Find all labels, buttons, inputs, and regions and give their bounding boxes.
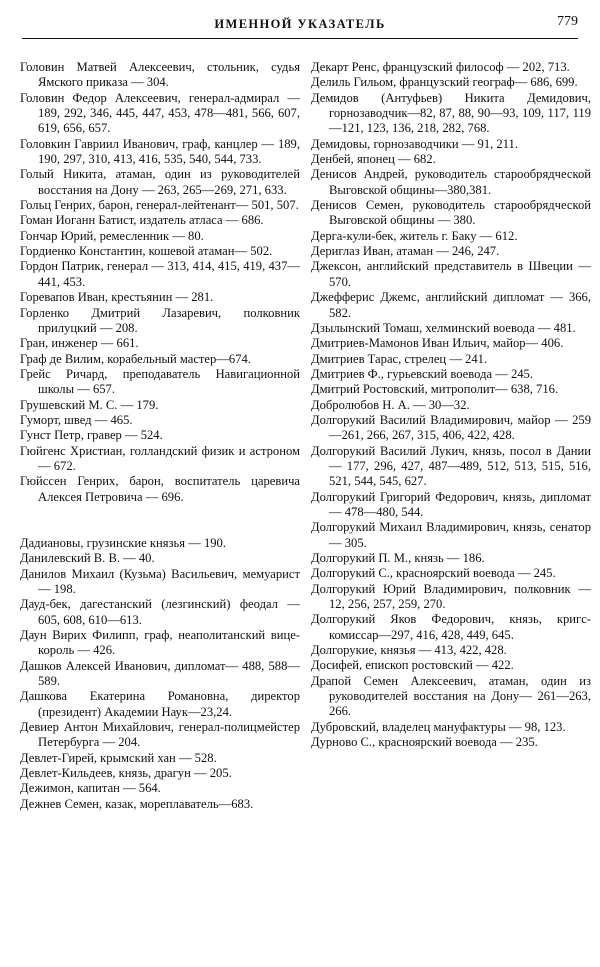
index-entry: Гоман Иоганн Батист, издатель атласа — 686. — [20, 213, 264, 228]
index-entry: Дауд-бек, дагестанский (лезгинский) феодал — 605, 608, 610—613. — [20, 597, 300, 627]
index-entry: Денисов Андрей, руководитель старообрядческой Выговской общины—380,381. — [311, 167, 591, 197]
index-entry: Долгорукий Яков Федорович, князь, кригс-комиссар—297, 416, 428, 449, 645. — [311, 612, 591, 642]
index-entry: Дежнев Семен, казак, мореплаватель—683. — [20, 796, 254, 811]
header-rule — [22, 38, 578, 39]
index-entry: Дмитриев Ф., гурьевский воевода — 245. — [311, 366, 533, 381]
index-entry: Долгорукий Юрий Владимирович, полковник — 12, 256, 257, 259, 270. — [311, 581, 591, 612]
index-entry: Декарт Ренс, французский философ — 202, 713. — [311, 60, 570, 74]
index-entry: Демидов (Антуфьев) Никита Демидович, горнозаводчик—82, 87, 88, 90—93, 109, 117, 119—121, 123, 136, 218, 282, 768. — [311, 90, 591, 136]
index-entry: Делиль Гильом, французский географ— 686, 699. — [311, 75, 578, 90]
index-entry: Гуморт, швед — 465. — [20, 412, 133, 427]
index-entry: Дмитриев Тарас, стрелец — 241. — [311, 351, 488, 366]
index-entry: Девиер Антон Михайлович, генерал-полицмейстер Петербурга — 204. — [20, 720, 300, 750]
letter-group-gap — [20, 505, 300, 536]
index-entry: Девлет-Гирей, крымский хан — 528. — [20, 750, 217, 765]
index-entry: Граф де Вилим, корабельный мастер—674. — [20, 351, 251, 366]
index-entry: Гончар Юрий, ремесленник — 80. — [20, 228, 204, 243]
index-entry: Денисов Семен, руководитель старообрядческой Выговской общины — 380. — [311, 198, 591, 228]
page-header — [22, 14, 578, 38]
page-number: 779 — [557, 14, 578, 29]
index-entry: Голый Никита, атаман, один из руководителей восстания на Дону — 263, 265—269, 271, 633. — [20, 167, 300, 197]
index-entry: Джефферис Джемс, английский дипломат — 366, 582. — [311, 290, 591, 320]
index-entry: Данилов Михаил (Кузьма) Васильевич, мемуарист — 198. — [20, 566, 300, 596]
index-entry: Долгорукий Василий Владимирович, майор — 259—261, 266, 267, 315, 406, 422, 428. — [311, 412, 591, 443]
index-entry: Грушевский М. С. — 179. — [20, 397, 159, 412]
index-entry: Головин Федор Алексеевич, генерал-адмирал — 189, 292, 346, 445, 447, 453, 478—481, 566, 607, 619, 656, 657. — [20, 90, 300, 136]
index-entry: Джексон, английский представитель в Швеции — 570. — [311, 259, 591, 289]
index-entry: Дурново С., красноярский воевода — 235. — [311, 735, 538, 750]
index-entry: Долгорукий П. М., князь — 186. — [311, 551, 485, 565]
index-entry: Дмитрий Ростовский, митрополит— 638, 716. — [311, 382, 559, 397]
index-entry: Гран, инженер — 661. — [20, 336, 139, 351]
index-entry: Дашков Алексей Иванович, дипломат— 488, 588—589. — [20, 658, 300, 689]
index-entry: Горевапов Иван, крестьянин — 281. — [20, 290, 214, 305]
index-entry: Долгорукие, князья — 413, 422, 428. — [311, 643, 507, 658]
index-entry: Долгорукий Михаил Владимирович, князь, сенатор — 305. — [311, 520, 591, 550]
index-entry: Долгорукий С., красноярский воевода — 245. — [311, 566, 556, 581]
index-entry: Головкин Гавриил Иванович, граф, канцлер — 189, 190, 297, 310, 413, 416, 535, 540, 544, 733. — [20, 136, 300, 167]
index-entry: Дадиановы, грузинские князья — 190. — [20, 535, 226, 550]
index-entry: Девлет-Кильдеев, князь, драгун — 205. — [20, 766, 232, 781]
index-entry: Долгорукий Василий Лукич, князь, посол в Дании — 177, 296, 427, 487—489, 512, 513, 515, 516, 521, 544, 545, 627. — [311, 443, 591, 489]
index-entry: Даун Вирих Филипп, граф, неаполитанский вице-король — 426. — [20, 628, 300, 658]
index-entry: Дзылынский Томаш, хелминский воевода — 481. — [311, 320, 576, 335]
index-entry: Драпой Семен Алексеевич, атаман, один из руководителей восстания на Дону— 261—263, 266. — [311, 673, 591, 719]
index-entry: Данилевский В. В. — 40. — [20, 551, 155, 566]
left-column — [20, 60, 300, 812]
index-entry: Гунст Петр, гравер — 524. — [20, 428, 163, 443]
index-entry: Долгорукий Григорий Федорович, князь, дипломат — 478—480, 544. — [311, 489, 591, 519]
index-entry: Гордиенко Константин, кошевой атаман— 502. — [20, 244, 273, 259]
right-column — [311, 60, 591, 750]
index-entry: Дашкова Екатерина Романовна, директор (президент) Академии Наук—23,24. — [20, 689, 300, 719]
index-entry: Головин Матвей Алексеевич, стольник, судья Ямского приказа — 304. — [20, 60, 300, 90]
index-entry: Денбей, японец — 682. — [311, 152, 436, 167]
index-entry: Грейс Ричард, преподаватель Навигационной школы — 657. — [20, 366, 300, 397]
index-entry: Горленко Дмитрий Лазаревич, полковник прилуцкий — 208. — [20, 305, 300, 335]
index-entry: Гюйгенс Христиан, голландский физик и астроном — 672. — [20, 443, 300, 473]
index-entry: Дежимон, капитан — 564. — [20, 781, 161, 796]
index-entry: Дубровский, владелец мануфактуры — 98, 123. — [311, 719, 566, 734]
index-entry: Досифей, епископ ростовский — 422. — [311, 658, 514, 673]
index-entry: Дерга-кули-бек, житель г. Баку — 612. — [311, 228, 518, 243]
index-entry: Дмитриев-Мамонов Иван Ильич, майор— 406. — [311, 336, 564, 351]
index-entry: Добролюбов Н. А. — 30—32. — [311, 397, 470, 412]
index-entry: Демидовы, горнозаводчики — 91, 211. — [311, 136, 518, 151]
running-title: ИМЕННОЙ УКАЗАТЕЛЬ — [214, 17, 386, 31]
index-entry: Гольц Генрих, барон, генерал-лейтенант— 501, 507. — [20, 198, 299, 213]
index-entry: Дериглаз Иван, атаман — 246, 247. — [311, 244, 500, 259]
index-entry: Гюйссен Генрих, барон, воспитатель царевича Алексея Петровича — 696. — [20, 474, 300, 504]
index-entry: Гордон Патрик, генерал — 313, 414, 415, 419, 437—441, 453. — [20, 259, 300, 289]
